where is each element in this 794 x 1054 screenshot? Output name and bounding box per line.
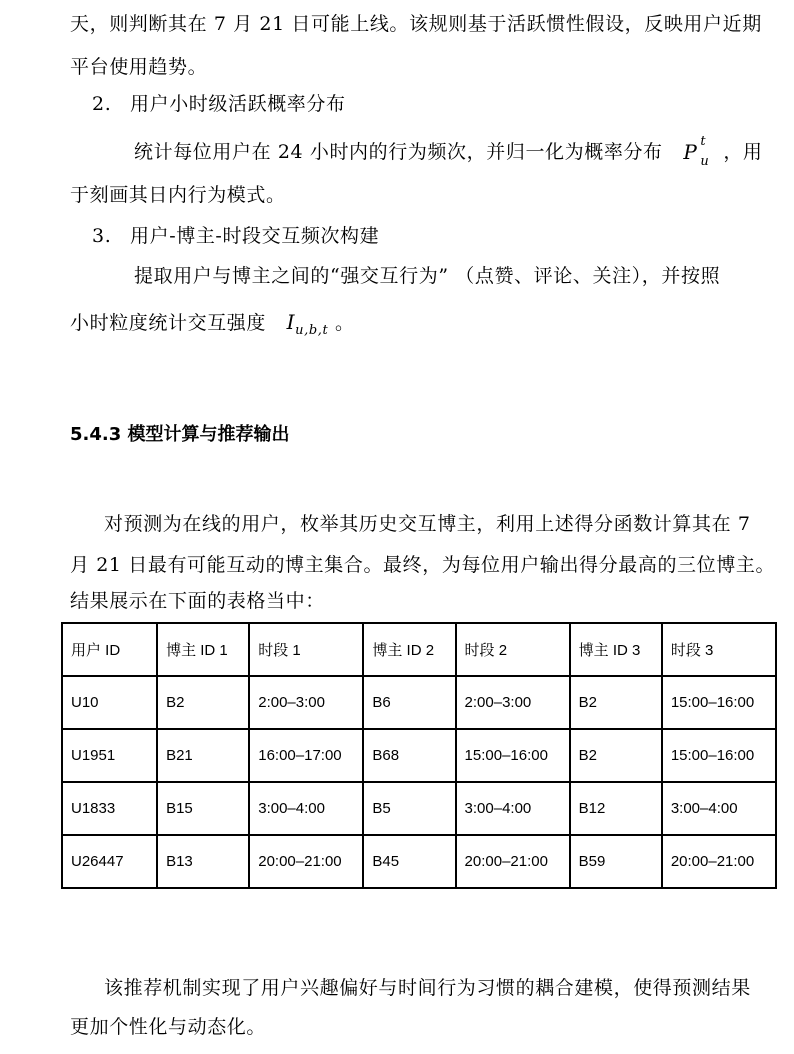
paragraph-line: 平台使用趋势。 xyxy=(70,56,208,78)
table-row xyxy=(62,676,776,729)
paragraph-line: 月 21 日最有可能互动的博主集合。最终，为每位用户输出得分最高的三位博主。 xyxy=(70,554,776,576)
math-subscript: u,b,t xyxy=(295,323,329,338)
table-cell: B2 xyxy=(570,676,662,729)
table-cell: 15:00–16:00 xyxy=(662,676,776,729)
paragraph-line: 结果展示在下面的表格当中： xyxy=(70,590,325,612)
paragraph-line xyxy=(70,308,766,345)
list-item-title: 用户-博主-时段交互频次构建 xyxy=(130,225,380,247)
paragraph-line: 天，则判断其在 7 月 21 日可能上线。该规则基于活跃惯性假设，反映用户近期 xyxy=(70,13,762,35)
table-cell: B6 xyxy=(363,676,455,729)
paragraph-text: ，用 xyxy=(723,141,763,163)
column-header: 时段 3 xyxy=(662,623,776,676)
list-number: 2. xyxy=(92,93,112,115)
table-cell: 20:00–21:00 xyxy=(456,835,570,888)
table-cell: B21 xyxy=(157,729,249,782)
table-cell: 15:00–16:00 xyxy=(456,729,570,782)
paragraph-line: 该推荐机制实现了用户兴趣偏好与时间行为习惯的耦合建模，使得预测结果 xyxy=(104,977,751,999)
column-header: 博主 ID 3 xyxy=(570,623,662,676)
paragraph-line: 于刻画其日内行为模式。 xyxy=(70,184,286,206)
table-cell: 16:00–17:00 xyxy=(249,729,363,782)
table-cell: B2 xyxy=(157,676,249,729)
table-cell: U10 xyxy=(62,676,157,729)
table-cell: U1951 xyxy=(62,729,157,782)
column-header: 用户 ID xyxy=(62,623,157,676)
table-cell: U1833 xyxy=(62,782,157,835)
table-cell: B15 xyxy=(157,782,249,835)
table-cell: 3:00–4:00 xyxy=(662,782,776,835)
table-cell: 15:00–16:00 xyxy=(662,729,776,782)
list-item-title: 用户小时级活跃概率分布 xyxy=(130,93,346,115)
table-row xyxy=(62,729,776,782)
math-base: I xyxy=(286,310,296,334)
math-i-ubt xyxy=(287,308,329,345)
paragraph-line: 提取用户与博主之间的“强交互行为” （点赞、评论、关注），并按照 xyxy=(134,265,721,287)
recommendation-table xyxy=(61,622,777,889)
table-cell: B2 xyxy=(570,729,662,782)
table-cell: U26447 xyxy=(62,835,157,888)
column-header: 博主 ID 2 xyxy=(363,623,455,676)
table-cell: B45 xyxy=(363,835,455,888)
column-header: 时段 2 xyxy=(456,623,570,676)
table-cell: 2:00–3:00 xyxy=(456,676,570,729)
table-row xyxy=(62,835,776,888)
table-cell: B12 xyxy=(570,782,662,835)
paragraph-line: 更加个性化与动态化。 xyxy=(70,1016,267,1038)
table-row xyxy=(62,782,776,835)
column-header: 博主 ID 1 xyxy=(157,623,249,676)
math-p-u-t xyxy=(683,134,723,169)
list-item-2 xyxy=(92,90,766,118)
table-cell: 2:00–3:00 xyxy=(249,676,363,729)
column-header: 时段 1 xyxy=(249,623,363,676)
paragraph-line xyxy=(134,134,766,169)
paragraph-line: 对预测为在线的用户，枚举其历史交互博主，利用上述得分函数计算其在 7 xyxy=(104,513,751,535)
math-base: P xyxy=(683,140,698,164)
paragraph-text: 小时粒度统计交互强度 xyxy=(70,312,267,334)
list-number: 3. xyxy=(92,225,112,247)
table-cell: 20:00–21:00 xyxy=(249,835,363,888)
table-cell: 3:00–4:00 xyxy=(456,782,570,835)
math-superscript: t xyxy=(700,134,707,149)
paragraph-text: 。 xyxy=(335,312,355,334)
list-item-3 xyxy=(92,222,766,250)
table-header-row xyxy=(62,623,776,676)
table-cell: 3:00–4:00 xyxy=(249,782,363,835)
table-cell: B5 xyxy=(363,782,455,835)
paragraph-text: 统计每位用户在 24 小时内的行为频次，并归一化为概率分布 xyxy=(134,141,663,163)
table-cell: 20:00–21:00 xyxy=(662,835,776,888)
table-cell: B68 xyxy=(363,729,455,782)
table-cell: B59 xyxy=(570,835,662,888)
section-heading: 5.4.3 模型计算与推荐输出 xyxy=(70,424,290,445)
table-cell: B13 xyxy=(157,835,249,888)
math-subscript: u xyxy=(700,154,710,169)
